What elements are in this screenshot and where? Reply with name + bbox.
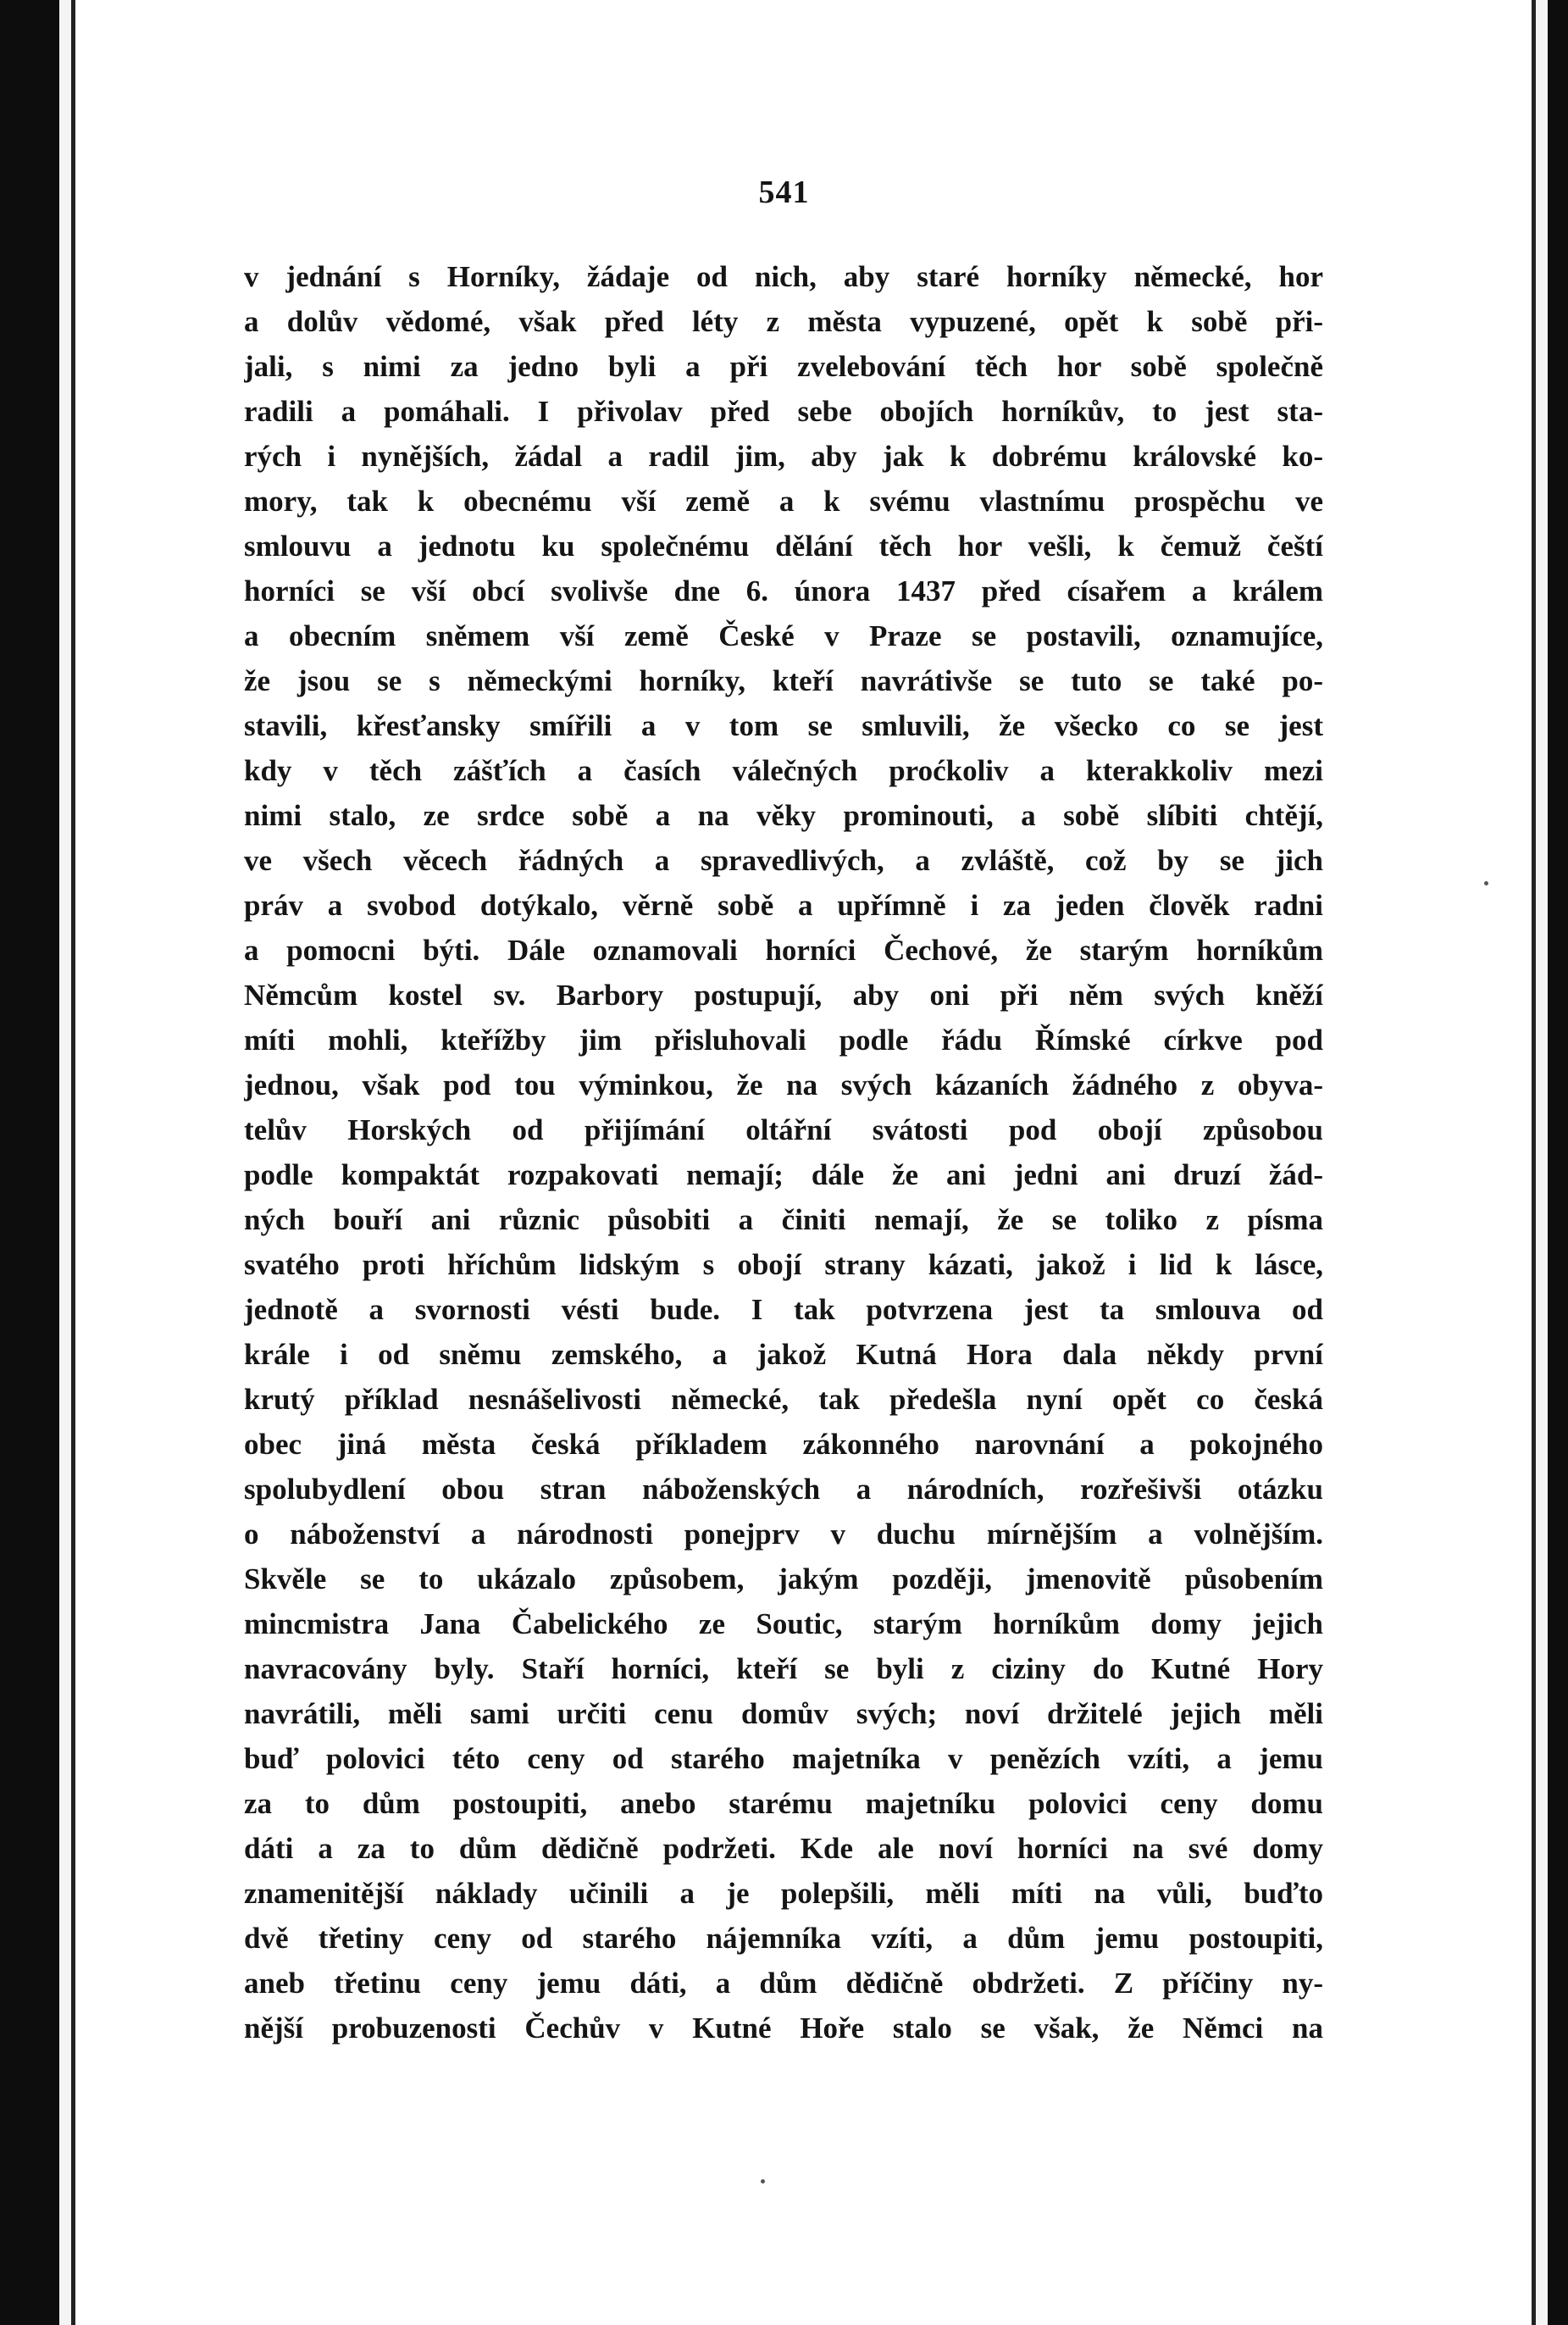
text-line: míti mohli, kteřížby jim přisluhovali podle řádu Římské církve pod [244, 1024, 1323, 1057]
text-line: stavili, křesťansky smířili a v tom se smluvili, že všecko co se jest [244, 709, 1323, 742]
text-line: telův Horských od přijímání oltářní svátosti pod obojí způsobou [244, 1113, 1323, 1146]
scan-border-right-line [1532, 0, 1536, 2325]
text-line: dáti a za to dům dědičně podržeti. Kde ale noví horníci na své domy [244, 1832, 1323, 1865]
text-line: práv a svobod dotýkalo, věrně sobě a upřímně i za jeden člověk radni [244, 889, 1323, 922]
text-line: kdy v těch zášťích a časích válečných proćkoliv a kterakkoliv mezi [244, 754, 1323, 787]
scan-border-left-margin [59, 0, 71, 2325]
scan-speck [1484, 881, 1488, 885]
page-number: 541 [758, 175, 810, 210]
text-line: znamenitější náklady učinili a je polepšili, měli míti na vůli, buďto [244, 1877, 1323, 1910]
text-line: buď polovici této ceny od starého majetníka v penězích vzíti, a jemu [244, 1742, 1323, 1775]
text-line: smlouvu a jednotu ku společnému dělání těch hor vešli, k čemuž čeští [244, 530, 1323, 563]
text-line: o náboženství a národnosti ponejprv v duchu mírnějším a volnějším. [244, 1518, 1323, 1551]
text-line: Němcům kostel sv. Barbory postupují, aby oni při něm svých kněží [244, 979, 1323, 1012]
text-line: nimi stalo, ze srdce sobě a na věky prominouti, a sobě slíbiti chtějí, [244, 799, 1323, 832]
scan-speck [761, 2179, 765, 2184]
text-line: a pomocni býti. Dále oznamovali horníci Čechové, že starým horníkům [244, 934, 1323, 967]
text-line: horníci se vší obcí svolivše dne 6. února 1437 před císařem a králem [244, 574, 1323, 608]
text-line: nější probuzenosti Čechův v Kutné Hoře stalo se však, že Němci na [244, 2011, 1323, 2045]
text-line: aneb třetinu ceny jemu dáti, a dům dědičně obdržeti. Z příčiny ny- [244, 1967, 1323, 2000]
text-line: mincmistra Jana Čabelického ze Soutic, starým horníkům domy jejich [244, 1607, 1323, 1640]
text-line: spolubydlení obou stran náboženských a národních, rozřešivši otázku [244, 1473, 1323, 1506]
scan-border-left [0, 0, 59, 2325]
text-line: navracovány byly. Staří horníci, kteří se byli z ciziny do Kutné Hory [244, 1652, 1323, 1685]
text-line: jednotě a svornosti vésti bude. I tak potvrzena jest ta smlouva od [244, 1293, 1323, 1326]
text-line: mory, tak k obecnému vší země a k svému vlastnímu prospěchu ve [244, 485, 1323, 518]
text-line: za to dům postoupiti, anebo starému majetníku polovici ceny domu [244, 1787, 1323, 1820]
text-line: že jsou se s německými horníky, kteří navrátivše se tuto se také po- [244, 664, 1323, 697]
text-line: jednou, však pod tou výminkou, že na svých kázaních žádného z obyva- [244, 1068, 1323, 1101]
text-line: obec jiná města česká příkladem zákonného narovnání a pokojného [244, 1428, 1323, 1461]
text-line: krále i od sněmu zemského, a jakož Kutná Hora dala někdy první [244, 1338, 1323, 1371]
text-line: v jednání s Horníky, žádaje od nich, aby staré horníky německé, hor [244, 260, 1323, 293]
scan-border-left-line [71, 0, 75, 2325]
text-line: svatého proti hříchům lidským s obojí strany kázati, jakož i lid k lásce, [244, 1248, 1323, 1281]
scan-border-right-margin [1536, 0, 1548, 2325]
text-line: ných bouří ani různic působiti a činiti nemají, že se toliko z písma [244, 1203, 1323, 1236]
text-line: krutý příklad nesnášelivosti německé, tak předešla nyní opět co česká [244, 1383, 1323, 1416]
body-text [244, 254, 1323, 2050]
text-line: dvě třetiny ceny od starého nájemníka vzíti, a dům jemu postoupiti, [244, 1922, 1323, 1955]
text-line: podle kompaktát rozpakovati nemají; dále že ani jedni ani druzí žád- [244, 1158, 1323, 1191]
text-line: a dolův vědomé, však před léty z města vypuzené, opět k sobě při- [244, 305, 1323, 338]
text-line: ve všech věcech řádných a spravedlivých, a zvláště, což by se jich [244, 844, 1323, 877]
text-line: Skvěle se to ukázalo způsobem, jakým později, jmenovitě působením [244, 1562, 1323, 1595]
text-line: jali, s nimi za jedno byli a při zvelebování těch hor sobě společně [244, 350, 1323, 383]
scan-border-right [1548, 0, 1568, 2325]
text-line: navrátili, měli sami určiti cenu domův svých; noví držitelé jejich měli [244, 1697, 1323, 1730]
text-line: radili a pomáhali. I přivolav před sebe obojích horníkův, to jest sta- [244, 395, 1323, 428]
text-line: a obecním sněmem vší země České v Praze se postavili, oznamujíce, [244, 619, 1323, 652]
text-line: rých i nynějších, žádal a radil jim, aby jak k dobrému královské ko- [244, 440, 1323, 473]
